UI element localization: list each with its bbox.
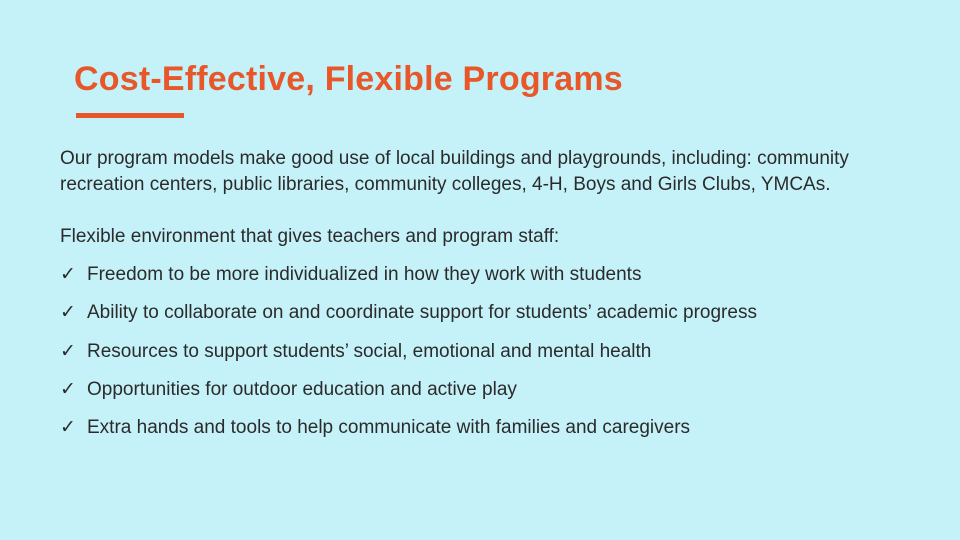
checkmark-icon: ✓ (60, 417, 76, 439)
checkmark-icon: ✓ (60, 340, 76, 362)
list-item-text: Freedom to be more individualized in how they work with students (87, 264, 642, 285)
list-item (60, 415, 900, 441)
list-item (60, 339, 900, 365)
lead-sentence: Flexible environment that gives teachers and program staff: (60, 226, 560, 247)
list-item (60, 377, 900, 403)
list-item-text: Extra hands and tools to help communicate with families and caregivers (87, 417, 691, 439)
list-item-text: Resources to support students’ social, emotional and mental health (87, 340, 652, 362)
list-item-text: Ability to collaborate on and coordinate support for students’ academic progress (87, 302, 757, 324)
list-item (60, 300, 900, 326)
list-item (60, 262, 900, 288)
slide-title: Cost-Effective, Flexible Programs (74, 60, 623, 98)
title-underline (76, 113, 184, 118)
benefits-checklist (60, 262, 900, 441)
checkmark-icon: ✓ (60, 378, 76, 400)
checkmark-icon: ✓ (60, 264, 76, 285)
slide-body (60, 146, 900, 453)
checkmark-icon: ✓ (60, 302, 76, 324)
intro-paragraph: Our program models make good use of local buildings and playgrounds, including: community recreation centers, public libraries, community colleges, 4-H, Boys and Girls Clubs, YMCAs. (60, 148, 849, 195)
list-item-text: Opportunities for outdoor education and active play (87, 378, 517, 400)
